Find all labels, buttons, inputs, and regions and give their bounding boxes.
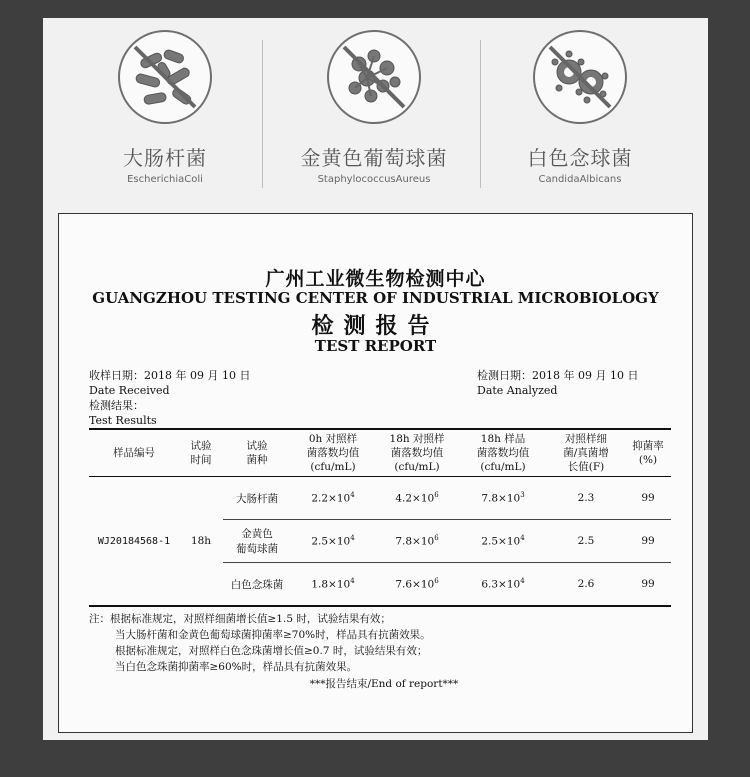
header-time: 试验 时间 xyxy=(179,429,223,477)
rate-cell: 99 xyxy=(625,563,671,607)
page-sheet xyxy=(43,18,708,740)
received-date: 收样日期：2018 年 09 月 10 日 xyxy=(89,369,251,382)
note-line: 当大肠杆菌和金黄色葡萄球菌抑菌率≥70%时，样品具有抗菌效果。 xyxy=(115,629,431,641)
note-line: 注：根据标准规定，对照样细菌增长值≥1.5 时，试验结果有效； xyxy=(89,613,391,625)
staphylococcus-icon xyxy=(327,30,421,124)
header-18h-sample: 18h 样品 菌落数均值 (cfu/mL) xyxy=(459,429,547,477)
strain-cell: 大肠杆菌 xyxy=(223,477,291,520)
badge-e-coli xyxy=(90,30,240,185)
badge-candida xyxy=(505,30,655,185)
results-label-en: Test Results xyxy=(89,414,157,427)
growth-cell: 2.5 xyxy=(547,520,625,563)
analyzed-date: 检测日期：2018 年 09 月 10 日 xyxy=(477,369,639,382)
badge-title-cn: 金黄色葡萄球菌 xyxy=(300,146,448,170)
candida-icon xyxy=(533,30,627,124)
report-org-cn: 广州工业微生物检测中心 xyxy=(265,268,486,290)
c18-cell: $4.2\times 10^6$ xyxy=(375,477,459,520)
time-cell: 18h xyxy=(179,477,223,607)
header-sample-id: 样品编号 xyxy=(89,429,179,477)
received-block xyxy=(89,368,250,428)
e-coli-icon xyxy=(118,30,212,124)
strain-cell: 金黄色 葡萄球菌 xyxy=(223,520,291,563)
report-heading-cn: 检测报告 xyxy=(311,313,440,339)
header-growth: 对照样细 菌/真菌增 长值(F) xyxy=(547,429,625,477)
table-header-row xyxy=(89,429,671,477)
results-label-cn: 检测结果： xyxy=(89,399,144,412)
note-line: 根据标准规定，对照样白色念珠菌增长值≥0.7 时，试验结果有效； xyxy=(115,645,428,657)
results-table xyxy=(89,428,671,607)
report-heading-en: TEST REPORT xyxy=(314,337,437,355)
header-0h: 0h 对照样 菌落数均值 (cfu/mL) xyxy=(291,429,375,477)
header-rate: 抑菌率 (%) xyxy=(625,429,671,477)
header-strain: 试验 菌种 xyxy=(223,429,291,477)
rate-cell: 99 xyxy=(625,477,671,520)
s18-cell: $6.3\times 10^4$ xyxy=(459,563,547,607)
badge-title-en: StaphylococcusAureus xyxy=(317,174,431,185)
c0-cell: $2.2\times 10^4$ xyxy=(291,477,375,520)
growth-cell: 2.3 xyxy=(547,477,625,520)
badge-title-cn: 大肠杆菌 xyxy=(123,146,207,170)
s18-cell: $7.8\times 10^3$ xyxy=(459,477,547,520)
notes xyxy=(89,611,679,692)
c18-cell: $7.8\times 10^6$ xyxy=(375,520,459,563)
badge-staphylococcus xyxy=(299,30,449,185)
growth-cell: 2.6 xyxy=(547,563,625,607)
note-line: 当白色念珠菌抑菌率≥60%时，样品具有抗菌效果。 xyxy=(115,661,358,673)
divider xyxy=(262,40,263,188)
s18-cell: $2.5\times 10^4$ xyxy=(459,520,547,563)
end-of-report: ***报告结束/End of report*** xyxy=(309,678,459,690)
c0-cell: $1.8\times 10^4$ xyxy=(291,563,375,607)
analyzed-label: Date Analyzed xyxy=(477,384,558,397)
rate-cell: 99 xyxy=(625,520,671,563)
test-report xyxy=(58,213,693,733)
received-label: Date Received xyxy=(89,384,170,397)
analyzed-block xyxy=(477,368,638,398)
report-org-en: GUANGZHOU TESTING CENTER OF INDUSTRIAL MICROBIOLOGY xyxy=(92,289,659,307)
badge-title-en: CandidaAlbicans xyxy=(538,174,622,185)
strain-cell: 白色念珠菌 xyxy=(223,563,291,607)
table-row xyxy=(89,477,671,520)
header-18h-control: 18h 对照样 菌落数均值 (cfu/mL) xyxy=(375,429,459,477)
c0-cell: $2.5\times 10^4$ xyxy=(291,520,375,563)
c18-cell: $7.6\times 10^6$ xyxy=(375,563,459,607)
badge-title-en: EscherichiaColi xyxy=(127,174,203,185)
badge-title-cn: 白色念球菌 xyxy=(527,146,633,170)
divider xyxy=(480,40,481,188)
sample-id-cell: WJ20184568-1 xyxy=(89,477,179,607)
